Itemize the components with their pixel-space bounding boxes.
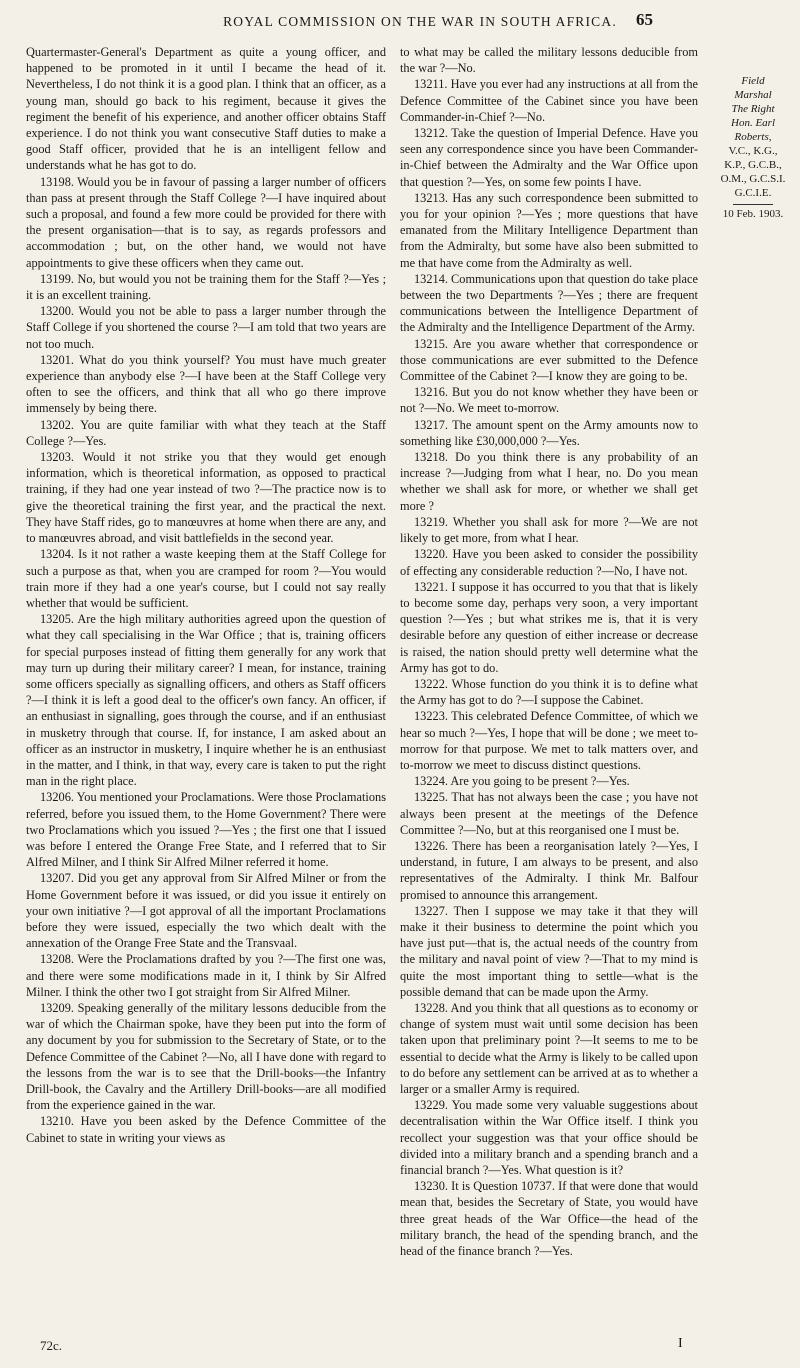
paragraph: 13214. Communications upon that question do take place between the two Departments ?—Yes ; there are frequent communications between the Intelligence Department of the Admiralty and the Intelligence Department of the Army.: [400, 271, 698, 335]
paragraph: Quartermaster-General's Department as quite a young officer, and happened to be promoted in it until I became the head of it. Nevertheless, I do not think it is a good plan. I think that an officer, as a young man, should go back to his regiment, because it gives the regiment the benefit of his experience, and another officer obtains Staff experience. I do not think you want consecutive Staff duties to make a good Staff officer, provided that he is an intelligent fellow and understands what he has got to do.: [26, 45, 386, 173]
witness-name: Roberts,: [734, 131, 772, 143]
paragraph: 13204. Is it not rather a waste keeping them at the Staff College for such a purpose as that, when you are cramped for room ?—You would train more if they had a one year's course, but I could not say really whether that would be sufficient.: [26, 547, 386, 610]
running-title: ROYAL COMMISSION ON THE WAR IN SOUTH AFRICA.: [223, 14, 617, 29]
paragraph: 13206. You mentioned your Proclamations. Were those Proclamations referred, before you issued them, to the Home Government? There were two Proclamations which you issued ?—Yes ; the first one that I issued was before I entered the Orange Free State, and I referred that to Sir Alfred Milner, and I think Sir Alfred Milner referred it home.: [26, 790, 386, 870]
paragraph: 13220. Have you been asked to consider the possibility of effecting any considerable reduction ?—No, I have not.: [400, 547, 698, 578]
paragraph: to what may be called the military lessons deducible from the war ?—No.: [400, 45, 698, 76]
witness-honours: K.P., G.C.B.,: [724, 159, 782, 171]
paragraph: 13216. But you do not know whether they have been or not ?—No. We meet to-morrow.: [400, 385, 698, 416]
paragraph: 13227. Then I suppose we may take it that they will make it their business to determine the point which you have just put—that is, the actual needs of the country from the military and naval point of view ?—That to my mind is quite the most important thing to settle—what is the possible demand that can be made upon the Army.: [400, 903, 698, 999]
paragraph: 13222. Whose function do you think it is to define what the Army has got to do ?—I suppose the Cabinet.: [400, 676, 698, 708]
margin-divider: [733, 204, 773, 205]
paragraph: 13215. Are you aware whether that correspondence or those communications are ever submitted to the Defence Committee of the Cabinet ?—I know they are going to be.: [400, 336, 698, 384]
witness-title: The Right: [731, 103, 775, 115]
witness-honours: O.M., G.C.S.I.: [720, 173, 786, 185]
page-number: 65: [636, 10, 653, 29]
paragraph: 13221. I suppose it has occurred to you that that is likely to become some day, perhaps very soon, a very important question ?—Yes ; but what strikes me is, that it is very desirable before any question of either increase or decrease is raised, the nation should pretty well determine what the Army has got to do.: [400, 579, 698, 675]
paragraph: 13198. Would you be in favour of passing a larger number of officers than pass at present through the Staff College ?—I have inquired about such a proposal, and found a few more could be provided for there with the present organisation—that is to say, as regards professors and accommodation ; but, on the other hand, we would not have appointments to give these officers when they came out.: [26, 174, 386, 270]
paragraph: 13202. You are quite familiar with what they teach at the Staff College ?—Yes.: [26, 417, 386, 448]
sheet-mark: I: [678, 1336, 683, 1351]
paragraph: 13208. Were the Proclamations drafted by you ?—The first one was, and there were some modifications made in it, I think by Sir Alfred Milner. I think the other two I got straight from Sir Alfred Milner.: [26, 952, 386, 999]
witness-rank: Field: [741, 75, 765, 87]
paragraph: 13200. Would you not be able to pass a larger number through the Staff College if you shortened the course ?—I am told that two years are not too much.: [26, 304, 386, 351]
paragraph: 13213. Has any such correspondence been submitted to you for your opinion ?—Yes ; more questions that have emanated from the Military Intelligence Department than from the Admiralty, but some have also been submitted to me that have come from the Admiralty as well.: [400, 190, 698, 270]
paragraph: 13224. Are you going to be present ?—Yes.: [414, 774, 630, 789]
witness-honours: G.C.I.E.: [734, 187, 772, 199]
paragraph: 13212. Take the question of Imperial Defence. Have you seen any correspondence since you have been Commander-in-Chief between the Admiralty and the War Office upon that question ?—Yes, on some few points I have.: [400, 126, 698, 189]
left-column: [26, 44, 386, 1146]
paragraph: 13203. Would it not strike you that they would get enough information, which is theoretical information, as opposed to practical training, if they had one year instead of two ?—The practice now is to give the theoretical training the first year, and the practical the next. They have Staff rides, go to manœuvres at home when there are any, and to manœuvres abroad, and visit battlefields in the second year.: [26, 450, 386, 546]
paragraph: 13223. This celebrated Defence Committee, of which we hear so much ?—Yes, I hope that will be done ; we meet to-morrow for that purpose. We met to talk matters over, and to-morrow we meet to discuss distinct questions.: [400, 709, 698, 772]
signature-mark: 72c.: [40, 1338, 63, 1353]
paragraph: 13226. There has been a reorganisation lately ?—Yes, I understand, in future, I am always to be present, and also representatives of the Admiralty. I think Mr. Balfour promised to announce this arrangement.: [400, 838, 698, 902]
evidence-date: 10 Feb. 1903.: [722, 208, 784, 220]
witness-honours: V.C., K.G.,: [728, 145, 778, 157]
right-column: [400, 44, 698, 1259]
witness-rank: Marshal: [734, 89, 772, 101]
witness-margin-note: [708, 74, 798, 221]
paragraph: 13209. Speaking generally of the military lessons deducible from the war of which the Chairman spoke, have they been put into the form of any document by you for submission to the Secretary of State, or to the Defence Committee of the Cabinet ?—No, all I have done with regard to the lessons from the war is to see that the Drill-books—the Infantry Drill-book, the Cavalry and the Artillery Drill-books—are all modified from the experience gained in the war.: [26, 1000, 386, 1113]
paragraph: 13225. That has not always been the case ; you have not always been present at the meetings of the Defence Committee ?—No, but at this reorganised one I must be.: [400, 790, 698, 837]
paragraph: 13229. You made some very valuable suggestions about decentralisation within the War Office itself. I think you recollect your suggestion was that your office should be divided into a military branch and a spending branch and a financial branch ?—Yes. What question is it?: [400, 1098, 698, 1178]
paragraph: 13199. No, but would you not be training them for the Staff ?—Yes ; it is an excellent training.: [26, 271, 386, 303]
paragraph: 13218. Do you think there is any probability of an increase ?—Judging from what I hear, no. Do you mean whether we shall ask for more, or whether we shall get more ?: [400, 450, 698, 513]
paragraph: 13230. It is Question 10737. If that were done that would mean that, besides the Secretary of State, you would have three great heads of the War Office—the head of the military branch, the head of the spending branch, and the head of the finance branch ?—Yes.: [400, 1179, 698, 1259]
paragraph: 13217. The amount spent on the Army amounts now to something like £30,000,000 ?—Yes.: [400, 417, 698, 448]
paragraph: 13210. Have you been asked by the Defence Committee of the Cabinet to state in writing your views as: [26, 1114, 386, 1145]
paragraph: 13201. What do you think yourself? You must have much greater experience than anybody else ?—I have been at the Staff College very often to see the officers, and think that all who go there improve immensely by being there.: [26, 352, 386, 416]
paragraph: 13205. Are the high military authorities agreed upon the question of what they call specialising in the War Office ; that is, training officers for special purposes instead of fitting them generally for any work that may turn up during their military career? I mean, for instance, training some officers specially as signalling officers, and others as Staff officers ?—I think it is left a good deal to the officer's own fancy. An officer, if an enthusiast in signalling, goes through the course, and if an enthusiast in musketry through that course. If, for instance, I am asked about an officer as an instructor in musketry, I inquire whether he is an enthusiast in the matter, and I think, in that way, every care is taken to put the right man in the right place.: [26, 612, 386, 789]
paragraph: 13219. Whether you shall ask for more ?—We are not likely to get more, from what I hear.: [400, 514, 698, 546]
paragraph: 13228. And you think that all questions as to economy or change of system must wait until some decision has been taken upon that preliminary point ?—It seems to me to be essential to decide what the Army is likely to be called upon to do before any settlement can be arrived at as to whether a larger or a smaller Army is required.: [400, 1000, 698, 1096]
paragraph: 13207. Did you get any approval from Sir Alfred Milner or from the Home Government before it was issued, or did you issue it entirely on your own initiative ?—I got approval of all the important Proclamations before they were issued, especially the two which dealt with the annexation of the Orange Free State and the Transvaal.: [26, 871, 386, 951]
paragraph: 13211. Have you ever had any instructions at all from the Defence Committee of the Cabinet since you have been Commander-in-Chief ?—No.: [400, 77, 698, 124]
witness-title: Hon. Earl: [731, 117, 775, 129]
